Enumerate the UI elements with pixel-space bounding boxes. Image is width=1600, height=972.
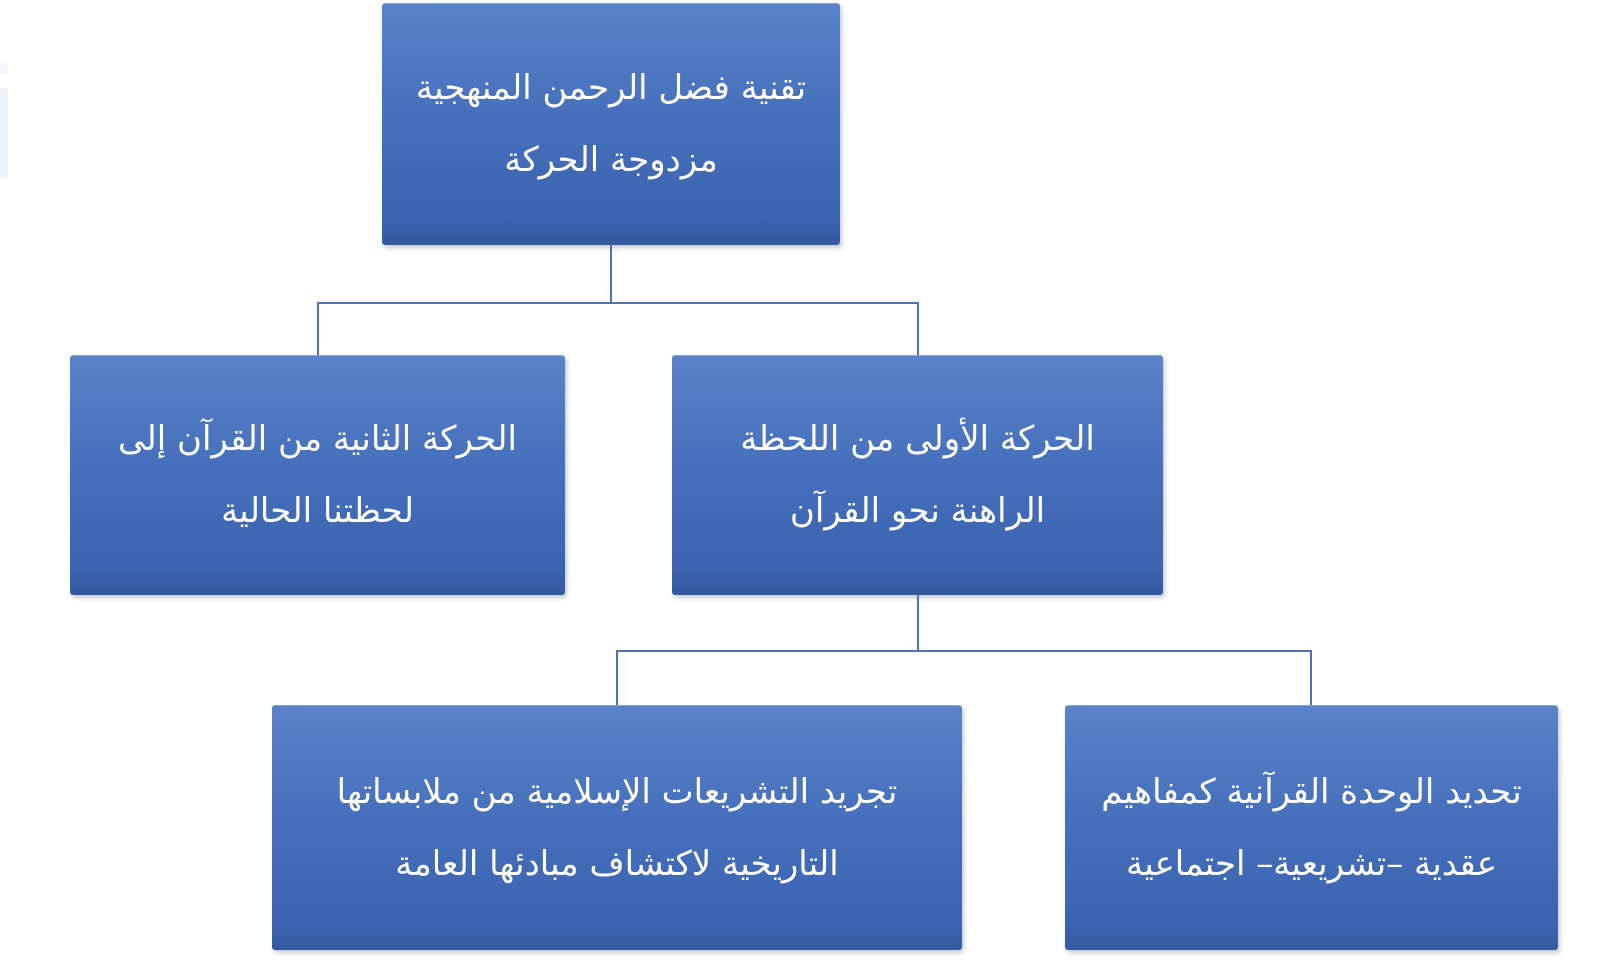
connector-to-first-movement [917,302,919,355]
node-text-line: تجريد التشريعات الإسلامية من ملابساتها [336,771,898,812]
clipped-shape-sliver-large [0,88,8,178]
node-text-line: الراهنة نحو القرآن [789,491,1046,531]
connector-level1-crossbar [317,302,919,304]
connector-level2-crossbar [616,650,1312,652]
connector-to-unity [1310,650,1312,705]
node-abstraction-of-legislation[interactable] [272,705,962,950]
node-second-movement[interactable] [70,355,565,595]
node-text-line: عقدية –تشريعية– اجتماعية [1125,843,1498,884]
node-text-line: تقنية فضل الرحمن المنهجية [415,68,807,108]
node-text-line: لحظتنا الحالية [221,491,414,531]
node-text-line: الحركة الثانية من القرآن إلى [118,419,517,459]
node-root-double-movement[interactable] [382,3,840,245]
node-text-line: التاريخية لاكتشاف مبادئها العامة [395,843,839,884]
node-text-line: الحركة الأولى من اللحظة [740,419,1095,459]
connector-root-stem [610,245,612,304]
clipped-shape-sliver-small [0,63,8,74]
node-text-line: مزدوجة الحركة [504,140,718,180]
connector-to-abstraction [616,650,618,705]
node-text-line: تحديد الوحدة القرآنية كمفاهيم [1101,771,1522,812]
node-quranic-unity-concepts[interactable] [1065,705,1558,950]
node-first-movement[interactable] [672,355,1163,595]
connector-first-movement-stem [917,595,919,652]
connector-to-second-movement [317,302,319,355]
